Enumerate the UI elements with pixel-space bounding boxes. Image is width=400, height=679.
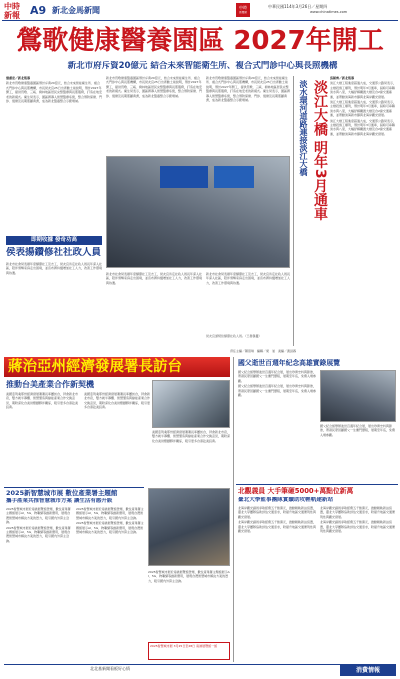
sub-article-body: 新北市社會局表揚年度績優社工及志工，侯友宜肯定社政人員長年深入社區，陪伴弱勢家庭走出困境，並宣布將持續增加社工人力，改善工作環境與待遇。: [6, 262, 102, 275]
page-number: A9: [30, 4, 47, 17]
sub-article-body-3: 新北市社會局表揚年度績優社工及志工，侯友宜肯定社政人員長年深入社區，陪伴弱勢家庭走出困境，並宣布將持續增加社工人力，改善工作環境與待遇。: [206, 272, 290, 285]
section-title: 新北金馬新聞: [52, 6, 100, 15]
bottom-mid-headline: 2025新智慧城市展 數位產業署主題館: [6, 489, 118, 497]
footer-left: 北北基新聞看板好心情: [90, 666, 130, 671]
main-body-cont: 新北市鶯歌健康醫養園區預計斥資20億元，結合未來智能衛生所、複合式門診中心與長照機構，市長侯友宜25日出席動土前說明，預計2027年開工，提供鶯歌、三峽、樹林地區居民完整醫療與長照服務，打造在地安老的新模式。衛生局表示，園區將導入智慧醫療系統，整合預防保健、門診、復健及長期照顧資源，成為新北醫養整合示範場域。: [106, 76, 202, 98]
bottom-left-sub: 推動台美產業合作新契機: [6, 380, 94, 389]
bottom-mid-body-b: 2025智慧城市展於南港展覽館登場，數位產業署主題館展示AI、5G、物聯網等創新應用，展現台灣智慧城市解決方案的實力，吸引國內外買主洽詢。: [6, 525, 71, 543]
photo-sign-2: [214, 166, 254, 188]
bottom-right-bottom-article-2: [320, 506, 396, 662]
bottom-right-bottom-sub: 臺北大學監事團隊實續助攻輕軌建新站: [238, 497, 334, 503]
bottom-right-top-body: 國父紀念館舉辦逝世百週年紀念展，展出珍貴史料與影像，帶領民眾回顧國父一生奮鬥歷程，展期至年底，免費入場參觀。: [238, 370, 316, 383]
bottom-mid-photo: [148, 488, 230, 566]
main-article-col3: [206, 76, 290, 152]
bottom-right-top-article-2: [320, 424, 396, 480]
right-logo-top: 中時: [239, 5, 247, 10]
bottom-right-bottom-article: [238, 506, 316, 662]
bottom-right-top-photo: [320, 370, 396, 422]
main-subhead: 新北市府斥資20億元 結合未來智能衛生所、複合式門診中心與長照機構: [67, 61, 338, 71]
bottom-right-bottom-body-2b: 北海岸觀光議員爭取經費五千餘萬元，推動輕軌新站設置，臺北大學團隊協助評估交通需求，盼提升地區交通便利性與觀光發展。: [320, 520, 396, 534]
masthead-rule: [2, 20, 398, 21]
main-headline: 鶯歌健康醫養園區 2027年開工: [16, 26, 384, 56]
footer-right-badge: 消費情報: [340, 665, 396, 676]
bottom-right-top-headline: 國父逝世百週年紀念高雄實錄展覽: [238, 359, 340, 367]
bottom-left-article-2: [84, 392, 150, 484]
vertical-sub: 淡水環河道路連接淡江大橋: [299, 80, 308, 176]
bottom-right-bottom-body-b: 北海岸觀光議員爭取經費五千餘萬元，推動輕軌新站設置，臺北大學團隊協助評估交通需求，盼提升地區交通便利性與觀光發展。: [238, 520, 316, 534]
bottom-mid-body-3: 2025智慧城市展於南港展覽館登場，數位產業署主題館展示AI、5G、物聯網等創新應用，展現台灣智慧城市解決方案的實力，吸引國內外買主洽詢。: [148, 570, 230, 583]
bottom-mid-sub: 攜手產業共推智慧城市方案 讓生活有感升級: [6, 498, 113, 504]
bottom-left-body-2: 美國亞利桑那州經濟發展署署長率團訪台，拜會新北市府，雙方就半導體、智慧製造與綠能產業合作交換意見，期盼深化台美供應鏈夥伴關係，吸引更多台商赴美投資。: [84, 392, 150, 410]
bottom-mid-body-2: 2025智慧城市展於南港展覽館登場，數位產業署主題館展示AI、5G、物聯網等創新應用，展現台灣智慧城市解決方案的實力，吸引國內外買主洽詢。: [76, 507, 144, 520]
bottom-left-article-3: [152, 430, 230, 484]
main-byline: 葉書宏／新北報導: [6, 76, 31, 80]
sub-photo-caption: 侯友宜頒獎給績優社政人員。（王揚傑攝）: [206, 334, 262, 338]
bottom-right-bottom-rule: [236, 484, 398, 485]
sub-article-col2: [106, 272, 202, 347]
bottom-right-bottom-body: 北海岸觀光議員爭取經費五千餘萬元，推動輕軌新站設置，臺北大學團隊協助評估交通需求，盼提升地區交通便利性與觀光發展。: [238, 506, 316, 519]
main-article-col2: [106, 76, 202, 152]
bottom-mid-body-2b: 2025智慧城市展於南港展覽館登場，數位產業署主題館展示AI、5G、物聯網等創新應用，展現台灣智慧城市解決方案的實力，吸引國內外買主洽詢。: [76, 521, 144, 535]
photo-sign: [160, 166, 208, 188]
credits: 責任主編／陳思琪 編輯／梁 旭 美編／黃詩蓉: [230, 349, 297, 353]
bottom-right-top-article: [238, 370, 316, 480]
right-body-2: 淡江大橋工程進度超過九成，交通部公路局表示，主橋段施工順利，預計明年3月通車，屆時可串聯淡水與八里，大幅紓解關渡大橋及台2線交通壅塞，並帶動淡海新市鎮與北海岸觀光發展。: [330, 100, 396, 118]
section-label: 即期收據 發奇功高: [6, 236, 102, 245]
sub-article-col3: [206, 272, 290, 332]
bottom-left-body-3: 美國亞利桑那州經濟發展署署長率團訪台，拜會新北市府，雙方就半導體、智慧製造與綠能產業合作交換意見，期盼深化台美供應鏈夥伴關係，吸引更多台商赴美投資。: [152, 430, 230, 443]
masthead-logo-bottom: 新報: [4, 11, 20, 20]
bottom-right-bottom-body-2: 北海岸觀光議員爭取經費五千餘萬元，推動輕軌新站設置，臺北大學團隊協助評估交通需求，盼提升地區交通便利性與觀光發展。: [320, 506, 396, 519]
right-divider: [293, 76, 294, 346]
bottom-right-top-body-b: 國父紀念館舉辦逝世百週年紀念展，展出珍貴史料與影像，帶領民眾回顧國父一生奮鬥歷程，展期至年底，免費入場參觀。: [238, 384, 316, 398]
site-url: www.chinatimes.com: [310, 10, 348, 14]
masthead: [0, 0, 400, 22]
sub-article-body-2: 新北市社會局表揚年度績優社工及志工，侯友宜肯定社政人員長年深入社區，陪伴弱勢家庭走出困境，並宣布將持續增加社工人力，改善工作環境與待遇。: [106, 272, 202, 285]
vertical-headline: 淡江大橋 明年3月通車: [312, 80, 328, 221]
right-article: [330, 76, 396, 346]
right-logo: [236, 3, 250, 17]
bottom-right-top-body-2: 國父紀念館舉辦逝世百週年紀念展，展出珍貴史料與影像，帶領民眾回顧國父一生奮鬥歷程，展期至年底，免費入場參觀。: [320, 424, 396, 437]
bottom-mid-body: 2025智慧城市展於南港展覽館登場，數位產業署主題館展示AI、5G、物聯網等創新應用，展現台灣智慧城市解決方案的實力，吸引國內外買主洽詢。: [6, 507, 71, 525]
sub-headline: 侯表揚鑽修社社政人員: [6, 247, 102, 258]
sub-article: [6, 262, 102, 347]
bottom-mid-article: [6, 507, 72, 662]
right-body: 淡江大橋工程進度超過九成，交通部公路局表示，主橋段施工順利，預計明年3月通車，屆時可串聯淡水與八里，大幅紓解關渡大橋及台2線交通壅塞，並帶動淡海新市鎮與北海岸觀光發展。: [330, 81, 396, 99]
masthead-logo-top: 中時: [4, 2, 20, 11]
issue-date: 中華民國114年3月26日／星期四: [268, 4, 328, 9]
bottom-left-article: [6, 392, 80, 484]
footer-bar: [4, 664, 396, 676]
main-body: 新北市鶯歌健康醫養園區預計斥資20億元，結合未來智能衛生所、複合式門診中心與長照機構，市長侯友宜25日出席動土前說明，預計2027年開工，提供鶯歌、三峽、樹林地區居民完整醫療與長照服務，打造在地安老的新模式。衛生局表示，園區將導入智慧醫療系統，整合預防保健、門診、復健及長期照顧資源，成為新北醫養整合示範場域。: [6, 81, 102, 104]
bottom-left-headline: 蔣治亞州經濟發展署長訪台: [8, 359, 182, 375]
masthead-logo: [4, 2, 26, 20]
bottom-left-body: 美國亞利桑那州經濟發展署署長率團訪台，拜會新北市府，雙方就半導體、智慧製造與綠能產業合作交換意見，期盼深化台美供應鏈夥伴關係，吸引更多台商赴美投資。: [6, 392, 79, 410]
bottom-right-bottom-headline: 北觀義員 大手筆砸5000+萬點位新萬: [238, 487, 354, 495]
main-article: [6, 76, 102, 234]
bottom-right-divider: [233, 357, 234, 662]
bottom-mid-article-3: [148, 570, 230, 640]
bottom-mid-article-2: [76, 507, 144, 662]
right-byline: 張穎齊／新北報導: [330, 76, 355, 80]
right-body-3: 淡江大橋工程進度超過九成，交通部公路局表示，主橋段施工順利，預計明年3月通車，屆時可串聯淡水與八里，大幅紓解關渡大橋及台2線交通壅塞，並帶動淡海新市鎮與北海岸觀光發展。: [330, 118, 396, 136]
bottom-mid-info: 2025智慧城市展 3月25日至28日 南港展覽館一館: [148, 642, 230, 660]
right-logo-sub: 新聞網: [239, 11, 247, 14]
main-body-cont2: 新北市鶯歌健康醫養園區預計斥資20億元，結合未來智能衛生所、複合式門診中心與長照機構，市長侯友宜25日出席動土前說明，預計2027年開工，提供鶯歌、三峽、樹林地區居民完整醫療與長照服務，打造在地安老的新模式。衛生局表示，園區將導入智慧醫療系統，整合預防保健、門診、復健及長期照顧資源，成為新北醫養整合示範場域。: [206, 76, 290, 103]
bottom-left-photo: [152, 380, 230, 428]
